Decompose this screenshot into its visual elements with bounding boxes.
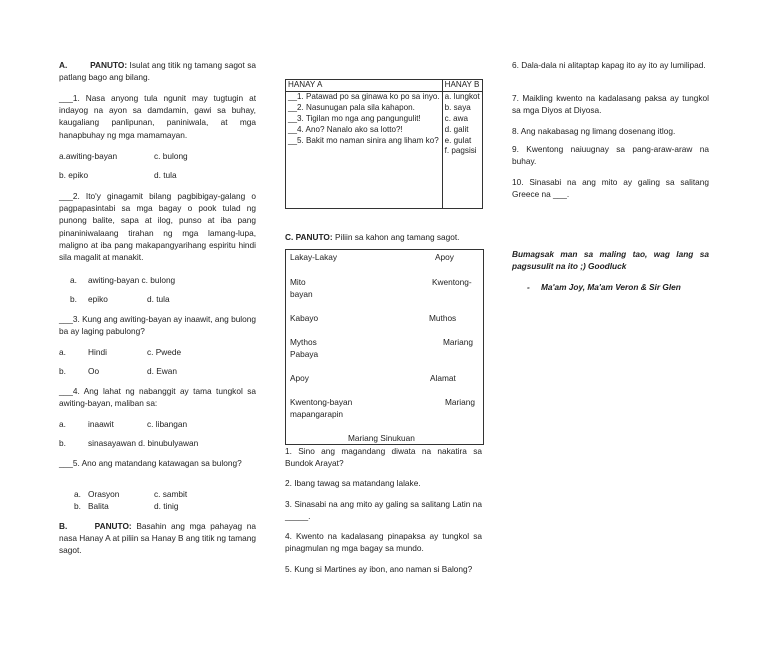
q4-option-c: c. libangan — [147, 419, 188, 429]
part-b-instructions — [59, 520, 256, 557]
part-b-label: PANUTO: — [94, 521, 132, 531]
hanay-b-item: c. awa — [444, 113, 469, 123]
box-word: Mythos — [290, 337, 317, 347]
q5-option-b: Balita — [88, 501, 109, 511]
part-c-question-8: 8. Ang nakabasag ng limang dosenang itlog. — [512, 126, 676, 136]
hanay-b-header: HANAY B — [442, 80, 482, 92]
q3-option-d: d. Ewan — [147, 366, 177, 376]
q5-option-c: c. sambit — [154, 489, 188, 499]
q2-option-b: epiko — [88, 294, 108, 304]
question-2: ___2. Ito'y ginagamit bilang pagbibigay-galang o pagpapasintabi sa mga bagay o pook tulad ng punong balite, sapa at ilog, punso at iba pang pinaniniwalaang tirahan ng mga lamang-lupa, maligno at iba pang makapangyarihang espiritu hindi sila magalit at manakit. — [59, 191, 256, 263]
question-4: ___4. Ang lahat ng nabanggit ay tama tungkol sa awiting-bayan, maliban sa: — [59, 386, 256, 409]
q2-option-a-letter: a. — [70, 275, 77, 285]
q1-option-b: b. epiko — [59, 170, 89, 180]
q5-option-a-letter: a. — [74, 489, 81, 499]
part-c-text: Piliin sa kahon ang tamang sagot. — [332, 232, 460, 242]
q5-option-b-letter: b. — [74, 501, 81, 511]
q2-option-d: d. tula — [147, 294, 170, 304]
part-c-question-3: 3. Sinasabi na ang mito ay galing sa salitang Latin na _____. — [285, 499, 482, 522]
hanay-a-item: __5. Bakit mo naman sinira ang liham ko? — [288, 135, 439, 145]
part-c-question-5: 5. Kung si Martines ay ibon, ano naman si Balong? — [285, 564, 473, 574]
part-a-instructions — [59, 59, 256, 83]
box-word: Mariang — [445, 397, 475, 407]
q4-option-b-d: sinasayawan d. binubulyawan — [88, 438, 199, 448]
q2-option-b-letter: b. — [70, 294, 77, 304]
part-a-label: PANUTO: — [90, 60, 128, 70]
box-word: bayan — [290, 289, 313, 299]
hanay-b-item: f. pagsisi — [444, 146, 477, 156]
box-word: Apoy — [290, 373, 309, 383]
q3-option-b: Oo — [88, 366, 100, 376]
question-3: ___3. Kung ang awiting-bayan ay inaawit, ang bulong ba ay laging pabulong? — [59, 314, 256, 337]
table-body-row — [286, 91, 483, 208]
signature-dash: - — [527, 282, 530, 292]
q1-option-d: d. tula — [154, 170, 177, 180]
part-c-question-7: 7. Maikling kwento na kadalasang paksa ay tungkol sa mga Diyos at Diyosa. — [512, 93, 709, 116]
column-a — [59, 59, 256, 83]
box-word: Lakay-Lakay — [290, 252, 338, 262]
question-5: ___5. Ano ang matandang katawagan sa bulong? — [59, 458, 242, 468]
box-word: Mito — [290, 277, 306, 287]
box-word: Kwentong- — [432, 277, 472, 287]
part-c-question-2: 2. Ibang tawag sa matandang lalake. — [285, 478, 421, 488]
box-word: Mariang — [443, 337, 473, 347]
q3-option-b-letter: b. — [59, 366, 66, 376]
question-1: ___1. Nasa anyong tula ngunit may tugtugin at indayog na ayon sa damdamin, gawi sa buhay, kaugaliang panlipunan, paniniwala, at mga hanapbuhay ng mga mamamayan. — [59, 93, 256, 140]
q3-option-a: Hindi — [88, 347, 107, 357]
hanay-table — [285, 79, 483, 209]
hanay-a-item: __2. Nasunugan pala sila kahapon. — [288, 102, 415, 112]
q2-option-a-c: awiting-bayan c. bulong — [88, 275, 176, 285]
box-word: Muthos — [429, 313, 457, 323]
hanay-b-item: a. lungkot — [444, 91, 480, 101]
part-c-question-1: 1. Sino ang magandang diwata na nakatira sa Bundok Arayat? — [285, 446, 482, 469]
part-c-question-4: 4. Kwento na kadalasang pinapaksa ay tungkol sa pinagmulan ng mga bagay sa mundo. — [285, 531, 482, 554]
part-a-letter: A. — [59, 60, 68, 70]
hanay-a-header: HANAY A — [286, 80, 443, 92]
hanay-b-item: e. gulat — [444, 135, 472, 145]
box-word: Kabayo — [290, 313, 319, 323]
part-c-instructions — [285, 231, 459, 243]
box-word: Apoy — [435, 252, 454, 262]
hanay-a-item: __1. Patawad po sa ginawa ko po sa inyo. — [288, 91, 440, 101]
hanay-b-item: d. galit — [444, 124, 469, 134]
box-word: Mariang Sinukuan — [348, 433, 415, 443]
q5-option-a: Orasyon — [88, 489, 120, 499]
hanay-b-item: b. saya — [444, 102, 471, 112]
hanay-a-cell — [286, 91, 443, 208]
q4-option-b-letter: b. — [59, 438, 66, 448]
part-a-text: Isulat ang titik ng tamang sagot sa patlang bago ang bilang. — [59, 60, 257, 83]
part-b-letter: B. — [59, 521, 68, 531]
hanay-a-item: __4. Ano? Nanalo ako sa lotto?! — [288, 124, 403, 134]
hanay-b-cell — [442, 91, 482, 208]
q3-option-a-letter: a. — [59, 347, 66, 357]
closing-message: Bumagsak man sa maling tao, wag lang sa pagsusulit na ito ;) Goodluck — [512, 249, 709, 272]
q4-option-a-letter: a. — [59, 419, 66, 429]
part-c-label: C. PANUTO: — [285, 232, 333, 242]
part-b-text: Basahin ang mga pahayag na nasa Hanay A at piliin sa Hanay B ang titik ng tamang sagot. — [59, 521, 257, 556]
table-header-row — [286, 80, 483, 92]
q4-option-a: inaawit — [88, 419, 114, 429]
box-word: Kwentong-bayan — [290, 397, 353, 407]
box-word: Alamat — [430, 373, 456, 383]
q1-option-a: a.awiting-bayan — [59, 151, 118, 161]
q1-option-c: c. bulong — [154, 151, 188, 161]
box-word: mapangarapin — [290, 409, 344, 419]
teacher-signature: Ma'am Joy, Ma'am Veron & Sir Glen — [541, 282, 681, 292]
hanay-a-item: __3. Tigilan mo nga ang pangungulit! — [288, 113, 421, 123]
part-c-question-10: 10. Sinasabi na ang mito ay galing sa salitang Greece na ___. — [512, 177, 709, 200]
hanay-table-wrapper — [285, 79, 483, 209]
part-c-question-9: 9. Kwentong naiuugnay sa pang-araw-araw na buhay. — [512, 144, 709, 167]
q3-option-c: c. Pwede — [147, 347, 182, 357]
q5-option-d: d. tinig — [154, 501, 179, 511]
part-c-question-6: 6. Dala-dala ni alitaptap kapag ito ay ito ay lumilipad. — [512, 60, 706, 70]
box-word: Pabaya — [290, 349, 319, 359]
